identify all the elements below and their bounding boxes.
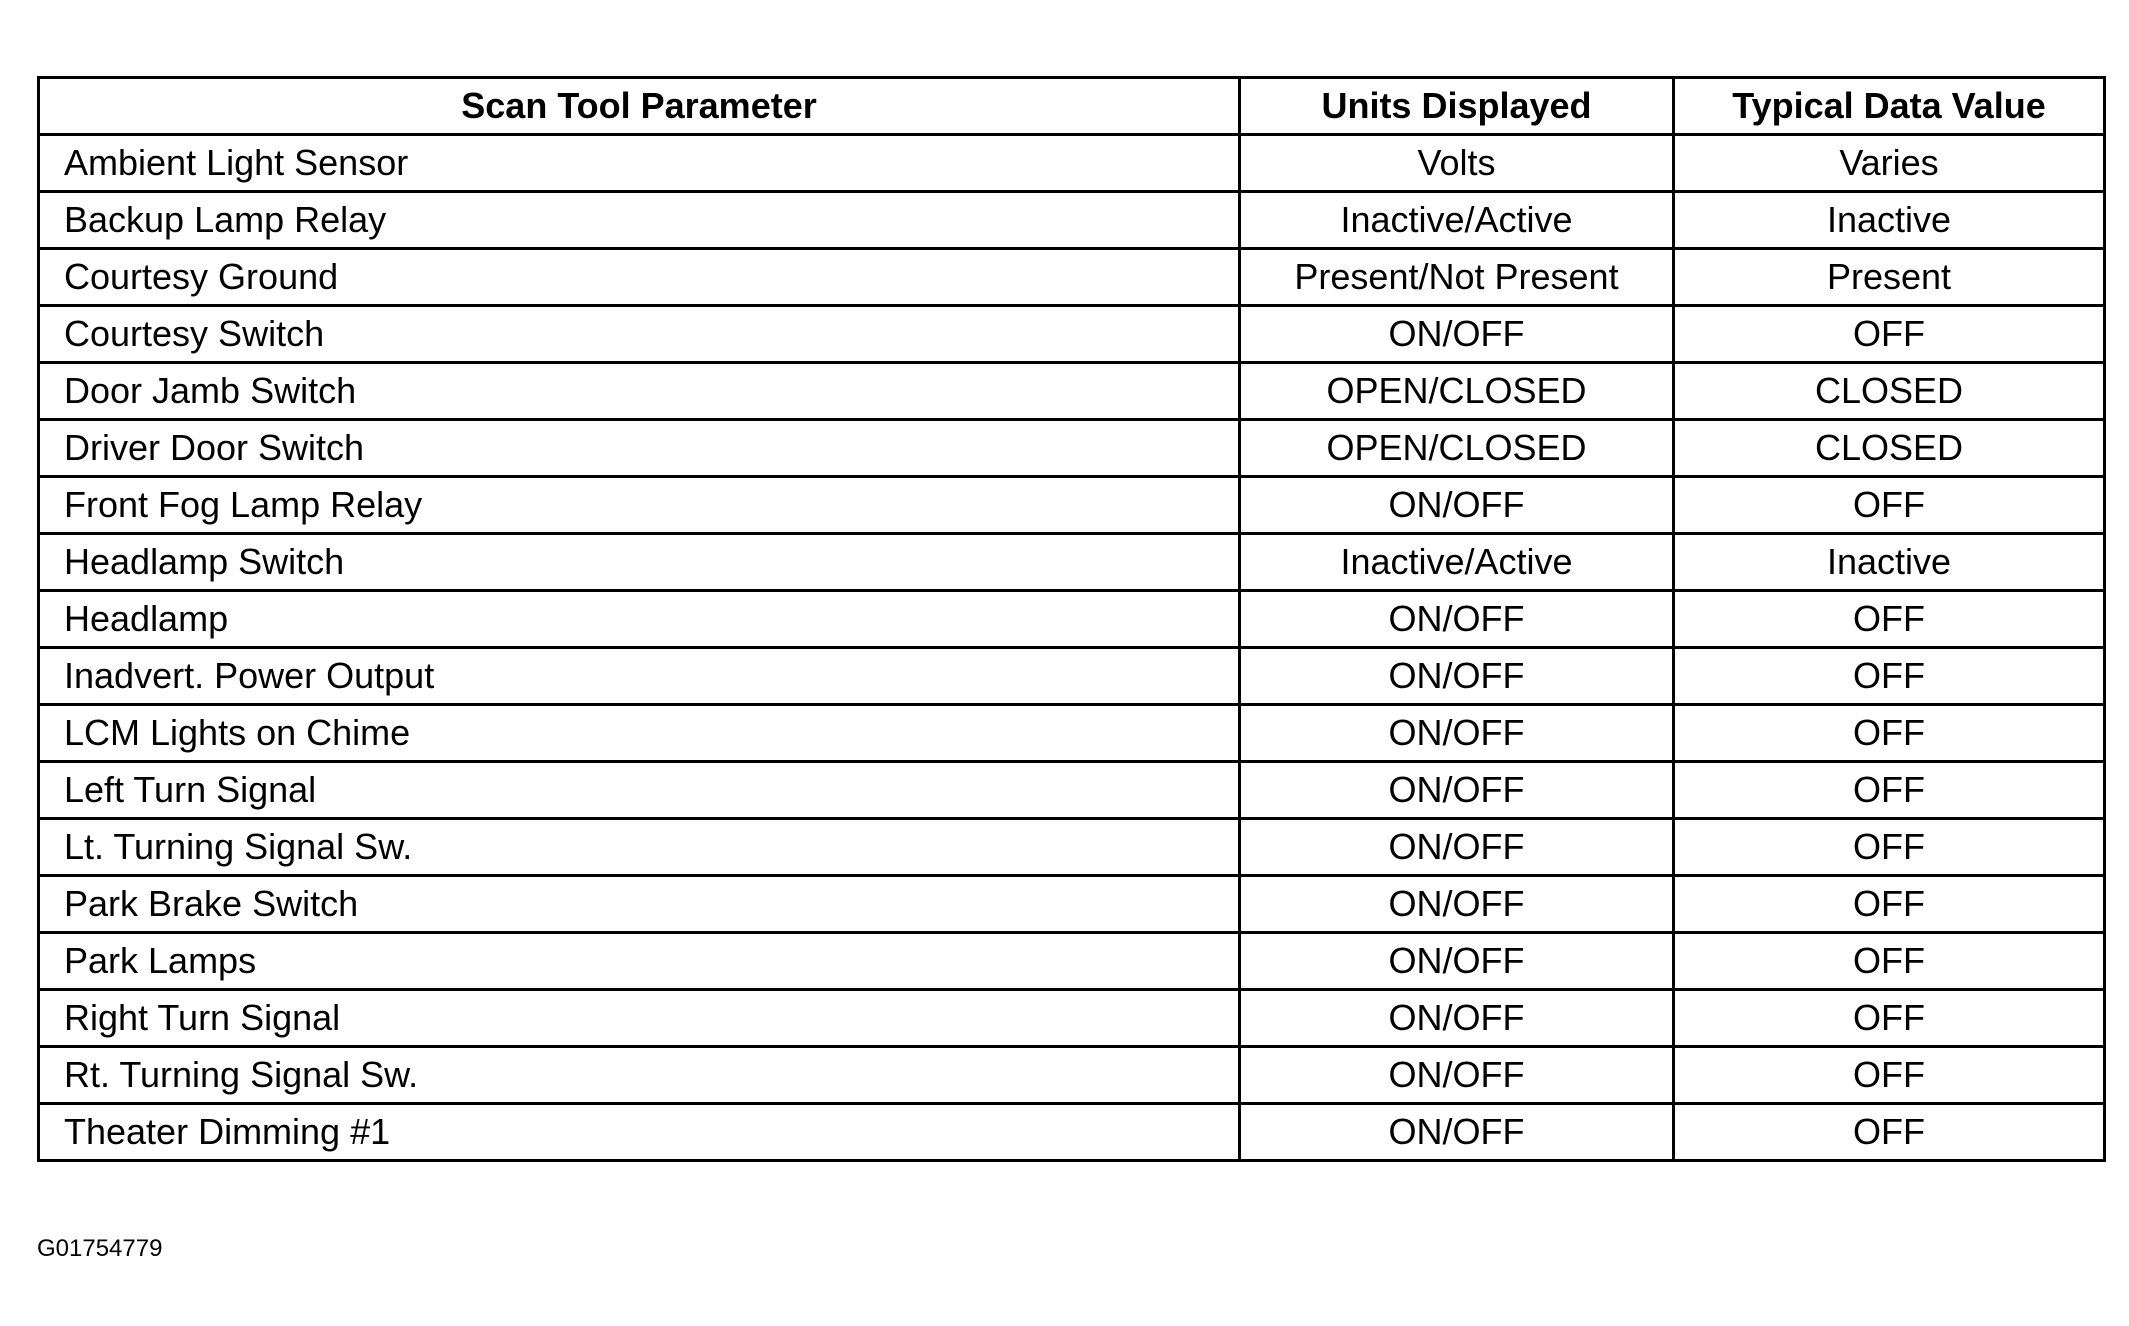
parameter-cell: Door Jamb Switch bbox=[39, 363, 1240, 420]
table-row bbox=[39, 762, 2105, 819]
parameter-cell: Park Lamps bbox=[39, 933, 1240, 990]
parameter-cell: Ambient Light Sensor bbox=[39, 135, 1240, 192]
units-cell: ON/OFF bbox=[1240, 933, 1674, 990]
units-cell: ON/OFF bbox=[1240, 1047, 1674, 1104]
table-row bbox=[39, 990, 2105, 1047]
units-cell: Volts bbox=[1240, 135, 1674, 192]
table-row bbox=[39, 477, 2105, 534]
table-body bbox=[39, 135, 2105, 1161]
units-cell: ON/OFF bbox=[1240, 591, 1674, 648]
table-row bbox=[39, 705, 2105, 762]
parameter-cell: Theater Dimming #1 bbox=[39, 1104, 1240, 1161]
table-row bbox=[39, 306, 2105, 363]
units-cell: Present/Not Present bbox=[1240, 249, 1674, 306]
typical-value-cell: Inactive bbox=[1674, 192, 2105, 249]
units-cell: ON/OFF bbox=[1240, 819, 1674, 876]
typical-value-cell: Varies bbox=[1674, 135, 2105, 192]
table-row bbox=[39, 876, 2105, 933]
table-row bbox=[39, 420, 2105, 477]
typical-value-cell: OFF bbox=[1674, 1104, 2105, 1161]
typical-value-cell: OFF bbox=[1674, 762, 2105, 819]
table-row bbox=[39, 648, 2105, 705]
parameter-cell: Courtesy Switch bbox=[39, 306, 1240, 363]
typical-value-cell: OFF bbox=[1674, 705, 2105, 762]
parameter-cell: Driver Door Switch bbox=[39, 420, 1240, 477]
typical-value-cell: OFF bbox=[1674, 477, 2105, 534]
table-row bbox=[39, 591, 2105, 648]
table-row bbox=[39, 1104, 2105, 1161]
table-row bbox=[39, 534, 2105, 591]
units-cell: ON/OFF bbox=[1240, 477, 1674, 534]
table-row bbox=[39, 1047, 2105, 1104]
table-row bbox=[39, 135, 2105, 192]
typical-value-cell: CLOSED bbox=[1674, 420, 2105, 477]
units-cell: ON/OFF bbox=[1240, 762, 1674, 819]
typical-value-cell: CLOSED bbox=[1674, 363, 2105, 420]
table-row bbox=[39, 363, 2105, 420]
typical-value-cell: Inactive bbox=[1674, 534, 2105, 591]
parameter-cell: Inadvert. Power Output bbox=[39, 648, 1240, 705]
typical-value-cell: OFF bbox=[1674, 648, 2105, 705]
parameter-cell: Front Fog Lamp Relay bbox=[39, 477, 1240, 534]
figure-id: G01754779 bbox=[37, 1235, 163, 1262]
units-cell: ON/OFF bbox=[1240, 648, 1674, 705]
table-row bbox=[39, 249, 2105, 306]
parameter-cell: Rt. Turning Signal Sw. bbox=[39, 1047, 1240, 1104]
units-cell: Inactive/Active bbox=[1240, 192, 1674, 249]
typical-value-cell: OFF bbox=[1674, 876, 2105, 933]
typical-value-cell: Present bbox=[1674, 249, 2105, 306]
table-row bbox=[39, 192, 2105, 249]
units-cell: ON/OFF bbox=[1240, 1104, 1674, 1161]
units-cell: ON/OFF bbox=[1240, 306, 1674, 363]
units-cell: Inactive/Active bbox=[1240, 534, 1674, 591]
units-cell: ON/OFF bbox=[1240, 990, 1674, 1047]
parameter-cell: Courtesy Ground bbox=[39, 249, 1240, 306]
typical-value-cell: OFF bbox=[1674, 591, 2105, 648]
header-units-displayed: Units Displayed bbox=[1240, 78, 1674, 135]
units-cell: ON/OFF bbox=[1240, 705, 1674, 762]
parameter-cell: Right Turn Signal bbox=[39, 990, 1240, 1047]
parameter-cell: Park Brake Switch bbox=[39, 876, 1240, 933]
header-row bbox=[39, 78, 2105, 135]
typical-value-cell: OFF bbox=[1674, 990, 2105, 1047]
parameter-cell: Lt. Turning Signal Sw. bbox=[39, 819, 1240, 876]
parameter-cell: LCM Lights on Chime bbox=[39, 705, 1240, 762]
header-typical-data-value: Typical Data Value bbox=[1674, 78, 2105, 135]
parameter-cell: Headlamp bbox=[39, 591, 1240, 648]
typical-value-cell: OFF bbox=[1674, 306, 2105, 363]
parameter-cell: Left Turn Signal bbox=[39, 762, 1240, 819]
typical-value-cell: OFF bbox=[1674, 1047, 2105, 1104]
parameter-cell: Backup Lamp Relay bbox=[39, 192, 1240, 249]
typical-value-cell: OFF bbox=[1674, 933, 2105, 990]
parameter-cell: Headlamp Switch bbox=[39, 534, 1240, 591]
units-cell: OPEN/CLOSED bbox=[1240, 420, 1674, 477]
table-header bbox=[39, 78, 2105, 135]
header-scan-tool-parameter: Scan Tool Parameter bbox=[39, 78, 1240, 135]
table-row bbox=[39, 819, 2105, 876]
units-cell: ON/OFF bbox=[1240, 876, 1674, 933]
scan-tool-parameter-table bbox=[37, 76, 2106, 1162]
table-row bbox=[39, 933, 2105, 990]
typical-value-cell: OFF bbox=[1674, 819, 2105, 876]
units-cell: OPEN/CLOSED bbox=[1240, 363, 1674, 420]
